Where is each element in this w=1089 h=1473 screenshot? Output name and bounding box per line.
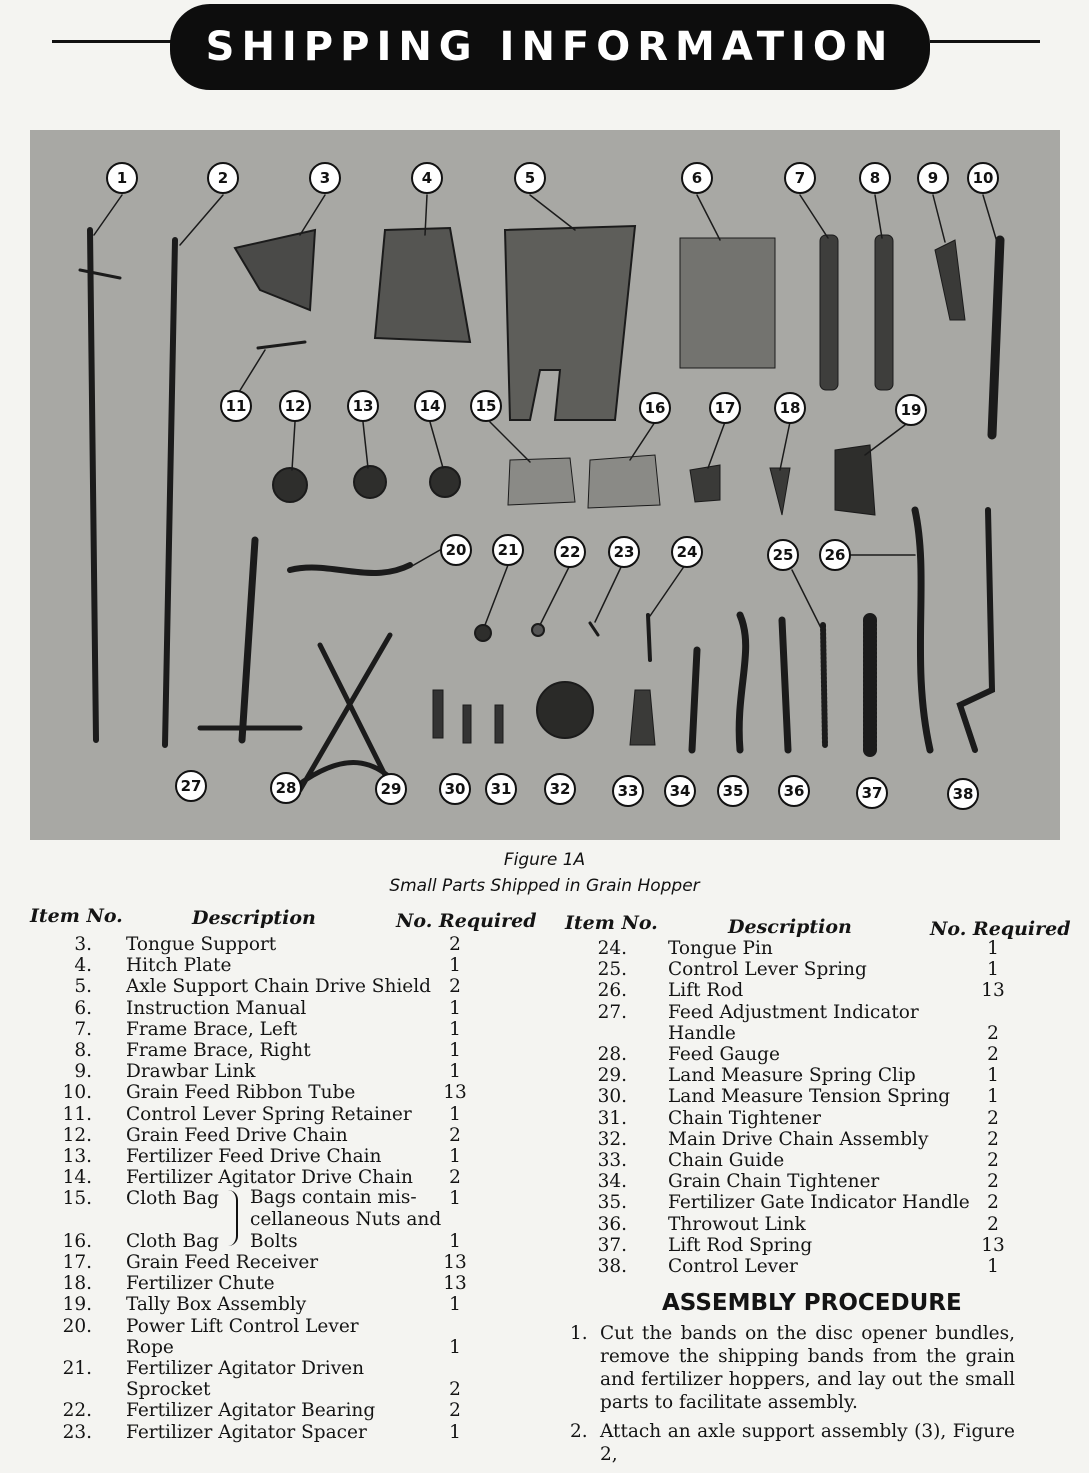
item-quantity: 13	[443, 1082, 467, 1104]
item-description: Rope	[126, 1336, 174, 1358]
item-quantity: 2	[987, 1192, 999, 1214]
item-quantity: 1	[449, 1146, 461, 1167]
header-banner	[170, 4, 930, 90]
callout-34: 34	[664, 775, 696, 807]
part-3-tongue-support	[235, 230, 315, 310]
item-number: 4.	[74, 955, 92, 977]
callout-21: 21	[492, 534, 524, 566]
item-quantity: 1	[987, 1065, 999, 1087]
part-29-clip	[433, 690, 443, 738]
callout-10: 10	[967, 162, 999, 194]
part-34-tightener	[692, 650, 697, 750]
item-quantity: 2	[449, 1379, 461, 1401]
item-quantity: 1	[449, 1230, 461, 1252]
item-number: 15.	[62, 1188, 92, 1210]
part-32-main-chain	[537, 682, 593, 738]
callout-9: 9	[917, 162, 949, 194]
assembly-title: ASSEMBLY PROCEDURE	[662, 1290, 962, 1316]
callout-11: 11	[220, 390, 252, 422]
item-number: 14.	[62, 1167, 92, 1189]
item-quantity: 2	[987, 1171, 999, 1193]
callout-2: 2	[207, 162, 239, 194]
part-33-guide	[630, 690, 655, 745]
header-rule-left	[52, 40, 182, 43]
item-quantity: 13	[981, 1234, 1005, 1256]
item-description: Axle Support Chain Drive Shield	[126, 976, 432, 998]
item-quantity: 13	[443, 1273, 467, 1295]
item-quantity: 1	[449, 1188, 461, 1210]
item-description: Cloth Bag	[126, 1188, 219, 1210]
item-quantity: 2	[987, 1150, 999, 1171]
callout-18: 18	[774, 392, 806, 424]
item-quantity: 1	[987, 1256, 999, 1277]
callout-13: 13	[347, 390, 379, 422]
callout-33: 33	[612, 775, 644, 807]
item-description: Fertilizer Gate Indicator Handle	[668, 1192, 970, 1214]
part-18-chute	[770, 468, 790, 515]
item-number: 5.	[74, 976, 92, 998]
left-col-desc-header: Description	[192, 907, 316, 929]
part-8-brace	[875, 235, 893, 390]
callout-29: 29	[375, 773, 407, 805]
item-quantity: 1	[449, 997, 461, 1019]
header-rule-right	[930, 40, 1040, 43]
right-col-qty-header: No. Required	[930, 918, 1071, 940]
item-number: 37.	[597, 1234, 627, 1256]
item-number: 26.	[597, 980, 627, 1002]
item-quantity: 1	[449, 1421, 461, 1443]
item-number: 21.	[62, 1358, 92, 1379]
callout-3: 3	[309, 162, 341, 194]
item-quantity: 1	[449, 1061, 461, 1083]
item-number: 10.	[62, 1082, 92, 1104]
item-quantity: 2	[987, 1213, 999, 1235]
item-quantity: 2	[449, 1124, 461, 1146]
item-description: Drawbar Link	[126, 1061, 256, 1083]
item-description: Fertilizer Agitator Driven	[126, 1358, 365, 1379]
assembly-step-2	[570, 1420, 1045, 1465]
item-description: Fertilizer Agitator Bearing	[126, 1400, 376, 1422]
item-number: 32.	[597, 1128, 627, 1150]
item-description: Tongue Support	[126, 934, 277, 955]
item-number: 6.	[74, 997, 92, 1019]
item-description: Control Lever Spring	[668, 959, 867, 981]
item-number: 34.	[597, 1171, 627, 1193]
item-number: 33.	[597, 1150, 627, 1171]
part-15-bag	[508, 458, 575, 505]
item-quantity: 2	[987, 1044, 999, 1065]
item-number: 11.	[62, 1103, 92, 1125]
part-36-link	[782, 620, 788, 750]
callout-28: 28	[270, 772, 302, 804]
parts-photo	[30, 130, 1060, 840]
item-description: Chain Tightener	[668, 1107, 821, 1129]
callout-22: 22	[554, 536, 586, 568]
item-number: 19.	[62, 1294, 92, 1316]
bag-note-line-1: Bags contain mis-	[250, 1187, 417, 1208]
parts-illustration	[30, 130, 1060, 840]
item-description: Fertilizer Feed Drive Chain	[126, 1146, 382, 1167]
callout-30: 30	[439, 773, 471, 805]
callout-24: 24	[671, 536, 703, 568]
part-5-shield	[505, 226, 635, 420]
item-description: Control Lever Spring Retainer	[126, 1103, 412, 1125]
part-10-tube	[992, 240, 1000, 435]
item-description: Control Lever	[668, 1256, 798, 1277]
callout-6: 6	[681, 162, 713, 194]
item-number: 24.	[597, 938, 627, 959]
right-col-desc-header: Description	[728, 916, 852, 938]
item-description: Grain Chain Tightener	[668, 1171, 880, 1193]
part-14-chain	[430, 467, 460, 497]
item-description: Feed Adjustment Indicator	[668, 1001, 919, 1023]
item-number: 3.	[74, 934, 92, 955]
item-quantity: 2	[449, 976, 461, 998]
item-quantity: 1	[449, 1103, 461, 1125]
item-description: Frame Brace, Left	[126, 1018, 298, 1040]
callout-26: 26	[819, 539, 851, 571]
part-26-lift-rod	[915, 510, 930, 750]
item-description: Hitch Plate	[126, 955, 232, 977]
item-description: Sprocket	[126, 1379, 211, 1401]
callout-35: 35	[717, 775, 749, 807]
part-13-chain	[354, 466, 386, 498]
item-number: 9.	[74, 1061, 92, 1083]
callout-38: 38	[947, 778, 979, 810]
step-2-text: Attach an axle support assembly (3), Figure 2,	[600, 1421, 1015, 1465]
item-description: Tongue Pin	[668, 938, 773, 959]
callout-31: 31	[485, 773, 517, 805]
item-quantity: 13	[443, 1252, 467, 1273]
item-quantity: 1	[449, 1294, 461, 1316]
callout-12: 12	[279, 390, 311, 422]
callout-5: 5	[514, 162, 546, 194]
item-description: Lift Rod Spring	[668, 1234, 813, 1256]
figure-subtitle: Small Parts Shipped in Grain Hopper	[389, 876, 700, 896]
callout-19: 19	[895, 394, 927, 426]
part-2-bar	[165, 240, 175, 745]
item-description: Power Lift Control Lever	[126, 1315, 359, 1337]
callout-32: 32	[544, 773, 576, 805]
item-description: Tally Box Assembly	[126, 1294, 307, 1316]
item-quantity: 1	[987, 938, 999, 959]
callout-8: 8	[859, 162, 891, 194]
item-description: Land Measure Tension Spring	[668, 1086, 951, 1108]
part-24-pin	[648, 615, 650, 660]
part-7-brace	[820, 235, 838, 390]
item-quantity: 2	[987, 1128, 999, 1150]
item-description: Grain Feed Drive Chain	[126, 1124, 348, 1146]
callout-16: 16	[639, 392, 671, 424]
item-description: Grain Feed Ribbon Tube	[126, 1082, 356, 1104]
part-11-retainer	[258, 342, 305, 348]
callout-23: 23	[608, 536, 640, 568]
item-description: Instruction Manual	[126, 997, 307, 1019]
item-number: 18.	[62, 1273, 92, 1295]
item-description: Fertilizer Chute	[126, 1273, 275, 1295]
item-number: 8.	[74, 1040, 92, 1061]
bag-note-line-3: Bolts	[250, 1231, 298, 1252]
item-description: Frame Brace, Right	[126, 1040, 311, 1061]
part-6-manual	[680, 238, 775, 368]
item-quantity: 1	[449, 1018, 461, 1040]
assembly-step-1	[570, 1322, 1045, 1414]
right-col-item-header: Item No.	[565, 912, 658, 934]
item-number: 20.	[62, 1315, 92, 1337]
item-quantity: 2	[987, 1022, 999, 1044]
item-number: 27.	[597, 1001, 627, 1023]
item-number: 38.	[597, 1256, 627, 1277]
item-description: Land Measure Spring Clip	[668, 1065, 916, 1087]
part-17-receiver	[690, 465, 720, 502]
item-number: 7.	[74, 1018, 92, 1040]
callout-7: 7	[784, 162, 816, 194]
bag-brace	[226, 1190, 238, 1246]
item-quantity: 1	[987, 1086, 999, 1108]
callout-27: 27	[175, 770, 207, 802]
callout-20: 20	[440, 534, 472, 566]
part-9-drawbar-link	[935, 240, 965, 320]
item-quantity: 2	[987, 1107, 999, 1129]
callout-25: 25	[767, 539, 799, 571]
item-description: Grain Feed Receiver	[126, 1252, 319, 1273]
item-description: Feed Gauge	[668, 1044, 780, 1065]
part-27-handle	[242, 540, 255, 740]
callout-15: 15	[470, 390, 502, 422]
left-col-qty-header: No. Required	[396, 910, 537, 932]
item-quantity: 2	[449, 934, 461, 955]
item-quantity: 1	[449, 1336, 461, 1358]
step-1-text: Cut the bands on the disc opener bundles, remove the shipping bands from the grain and fertilizer hoppers, and lay out the small parts to facilitate assembly.	[600, 1323, 1015, 1413]
callout-1: 1	[106, 162, 138, 194]
item-description: Chain Guide	[668, 1150, 785, 1171]
step-1-number: 1.	[570, 1323, 588, 1344]
item-description: Handle	[668, 1022, 736, 1044]
part-28-feed-gauge	[298, 635, 398, 795]
item-number: 23.	[62, 1421, 92, 1443]
part-12-chain	[273, 468, 307, 502]
item-number: 13.	[62, 1146, 92, 1167]
part-35-handle	[739, 615, 746, 750]
part-16-bag	[588, 455, 660, 508]
part-23-spacer	[590, 623, 598, 635]
part-25-spring	[823, 625, 825, 745]
bag-note-line-2: cellaneous Nuts and	[250, 1209, 442, 1230]
item-quantity: 1	[449, 1040, 461, 1061]
item-number: 29.	[597, 1065, 627, 1087]
item-number: 31.	[597, 1107, 627, 1129]
item-number: 17.	[62, 1252, 92, 1273]
item-quantity: 1	[987, 959, 999, 981]
part-31-tightener	[495, 705, 503, 743]
item-description: Throwout Link	[668, 1213, 806, 1235]
item-number: 22.	[62, 1400, 92, 1422]
item-quantity: 13	[981, 980, 1005, 1002]
part-21-sprocket	[475, 625, 491, 641]
callout-14: 14	[414, 390, 446, 422]
item-quantity: 2	[449, 1167, 461, 1189]
item-description: Fertilizer Agitator Spacer	[126, 1421, 367, 1443]
item-number: 36.	[597, 1213, 627, 1235]
item-number: 25.	[597, 959, 627, 981]
part-19-tally-box	[835, 445, 875, 515]
part-20-rope	[290, 565, 410, 573]
callout-37: 37	[856, 777, 888, 809]
figure-title: Figure 1A	[503, 850, 586, 870]
part-30-spring	[463, 705, 471, 743]
part-22-bearing	[532, 624, 544, 636]
item-description: Fertilizer Agitator Drive Chain	[126, 1167, 413, 1189]
left-col-item-header: Item No.	[30, 905, 123, 927]
item-number: 28.	[597, 1044, 627, 1065]
item-number: 35.	[597, 1192, 627, 1214]
part-38-control-lever	[960, 510, 992, 750]
page-title: SHIPPING INFORMATION	[205, 24, 895, 70]
item-description: Main Drive Chain Assembly	[668, 1128, 929, 1150]
item-number: 12.	[62, 1124, 92, 1146]
item-quantity: 2	[449, 1400, 461, 1422]
part-1-tongue-bar	[90, 230, 96, 740]
item-quantity: 1	[449, 955, 461, 977]
step-2-number: 2.	[570, 1421, 588, 1442]
callout-4: 4	[411, 162, 443, 194]
item-description: Cloth Bag	[126, 1230, 219, 1252]
item-number: 30.	[597, 1086, 627, 1108]
part-4-hitch-plate	[375, 228, 470, 342]
item-number: 16.	[62, 1230, 92, 1252]
item-description: Lift Rod	[668, 980, 744, 1002]
callout-17: 17	[709, 392, 741, 424]
callout-36: 36	[778, 775, 810, 807]
